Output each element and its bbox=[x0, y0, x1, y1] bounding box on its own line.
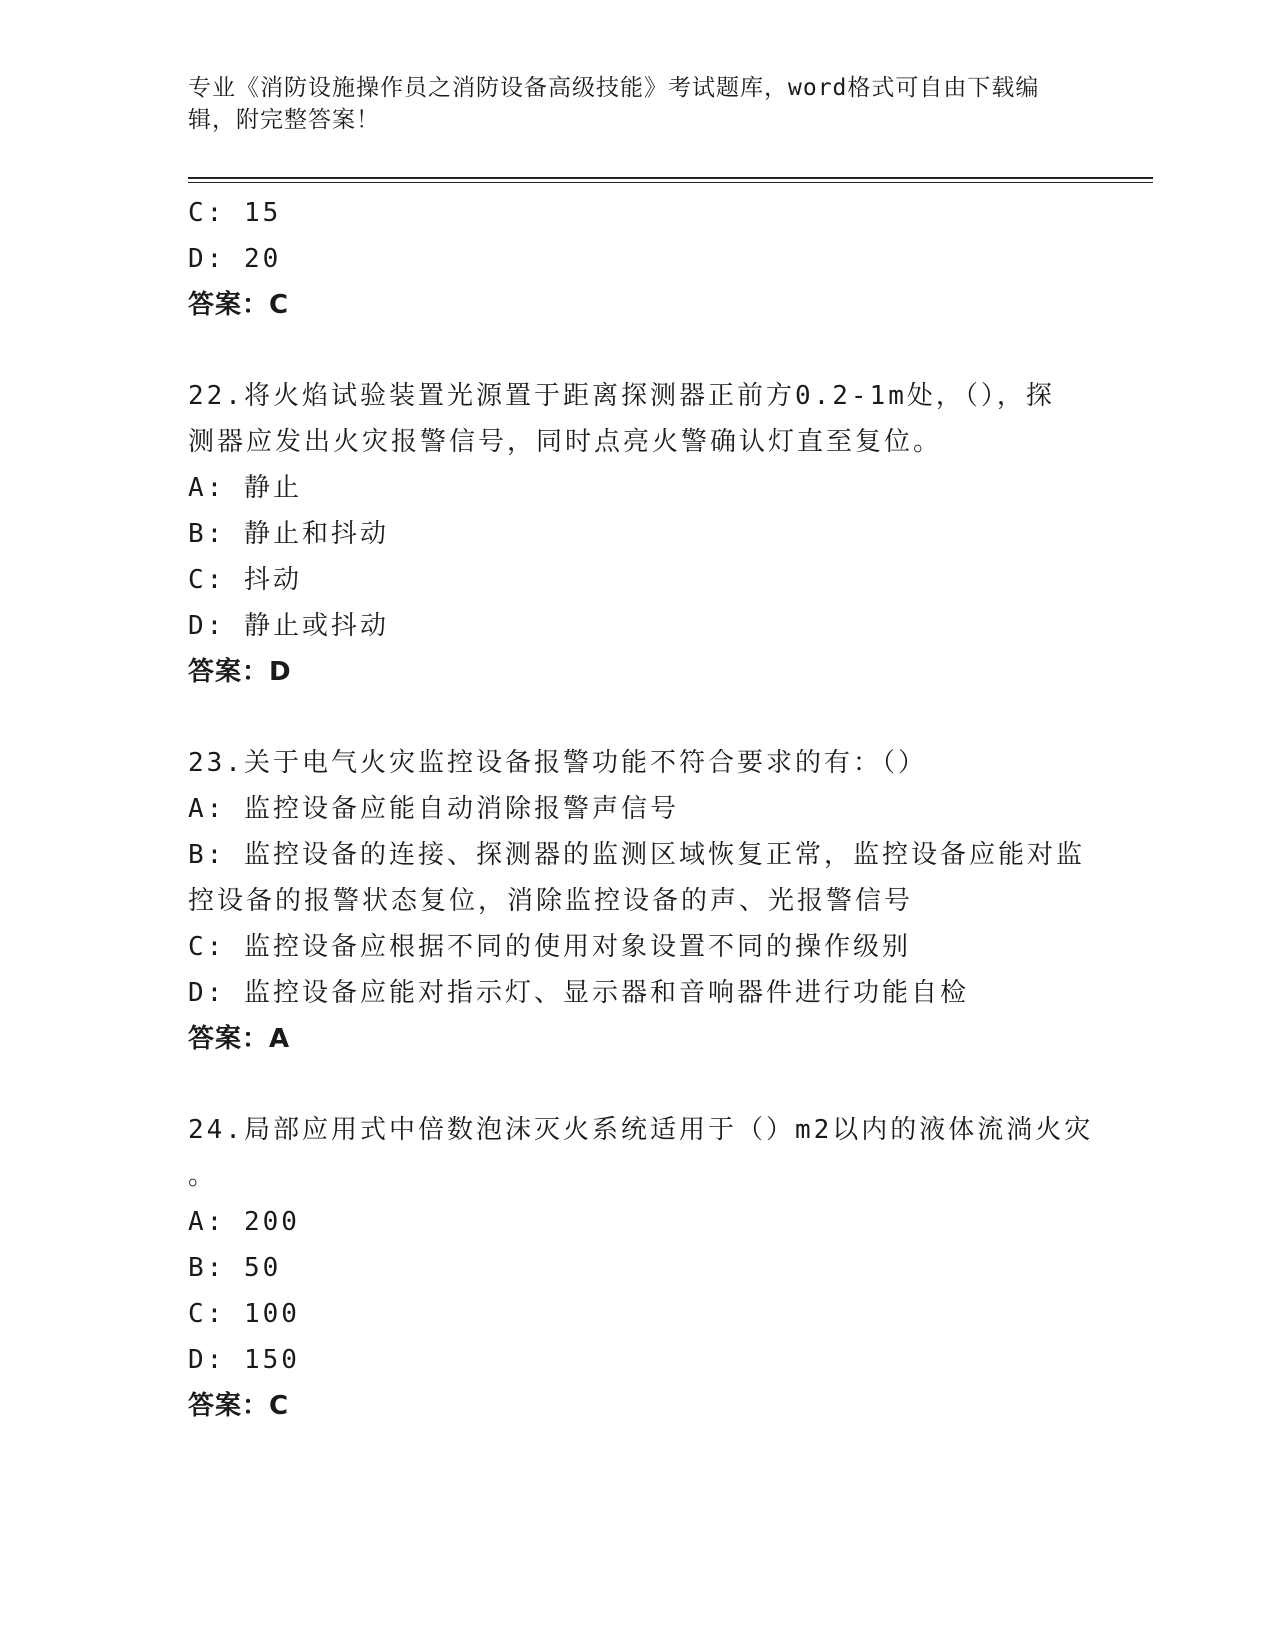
answer-line: 答案：C bbox=[188, 1391, 290, 1421]
header-divider-thin bbox=[188, 182, 1153, 183]
question-21-continued bbox=[188, 190, 1088, 328]
option-b-continued: 控设备的报警状态复位，消除监控设备的声、光报警信号 bbox=[188, 886, 914, 916]
option-c: C: 15 bbox=[188, 198, 282, 228]
question-stem-line-2: 测器应发出火灾报警信号，同时点亮火警确认灯直至复位。 bbox=[188, 427, 943, 457]
option-c: C: 监控设备应根据不同的使用对象设置不同的操作级别 bbox=[188, 932, 911, 962]
option-d: D: 监控设备应能对指示灯、显示器和音响器件进行功能自检 bbox=[188, 978, 969, 1008]
option-a: A: 静止 bbox=[188, 473, 302, 503]
option-a: A: 200 bbox=[188, 1207, 300, 1237]
answer-line: 答案：A bbox=[188, 1024, 291, 1054]
question-stem-line-1: 23.关于电气火灾监控设备报警功能不符合要求的有：（） bbox=[188, 748, 927, 778]
header-divider-thick bbox=[188, 177, 1153, 179]
option-c: C: 100 bbox=[188, 1299, 300, 1329]
question-stem-line-1: 22.将火焰试验装置光源置于距离探测器正前方0.2-1m处，（），探 bbox=[188, 381, 1055, 411]
header-line-2: 辑，附完整答案！ bbox=[188, 107, 380, 133]
question-24 bbox=[188, 1107, 1094, 1429]
question-stem-line-2: 。 bbox=[188, 1161, 218, 1191]
option-b: B: 50 bbox=[188, 1253, 282, 1283]
header-line-1: 专业《消防设施操作员之消防设备高级技能》考试题库，word格式可自由下载编 bbox=[188, 75, 1040, 101]
option-b: B: 静止和抖动 bbox=[188, 519, 389, 549]
option-d: D: 150 bbox=[188, 1345, 300, 1375]
answer-line: 答案：D bbox=[188, 657, 292, 687]
answer-line: 答案：C bbox=[188, 290, 290, 320]
option-d: D: 20 bbox=[188, 244, 282, 274]
question-list bbox=[188, 190, 1094, 1429]
question-23 bbox=[188, 740, 1088, 1062]
option-a: A: 监控设备应能自动消除报警声信号 bbox=[188, 794, 679, 824]
option-c: C: 抖动 bbox=[188, 565, 302, 595]
option-b: B: 监控设备的连接、探测器的监测区域恢复正常，监控设备应能对监 bbox=[188, 840, 1085, 870]
question-22 bbox=[188, 373, 1088, 695]
question-stem-line-1: 24.局部应用式中倍数泡沫灭火系统适用于（）m2以内的液体流淌火灾 bbox=[188, 1115, 1094, 1145]
option-d: D: 静止或抖动 bbox=[188, 611, 389, 641]
page-header bbox=[188, 72, 1088, 136]
